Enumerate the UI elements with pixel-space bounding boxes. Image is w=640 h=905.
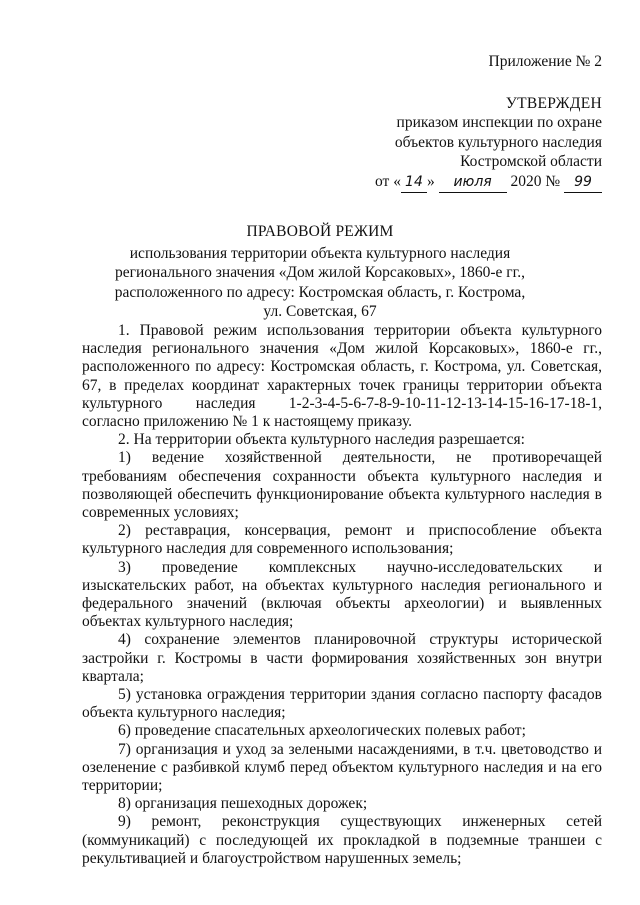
approved-label: УТВЕРЖДЕН: [505, 94, 602, 112]
title-block: [70, 222, 570, 322]
paragraph: 2. На территории объекта культурного наследия разрешается:: [118, 431, 525, 449]
paragraph: 5) установка ограждения территории здания согласно паспорту фасадов объекта культурного наследия;: [82, 686, 602, 722]
date-day: 14: [401, 173, 427, 194]
date-month: июля: [439, 173, 507, 194]
paragraph: 9) ремонт, реконструкция существующих инженерных сетей (коммуникаций) с последующей их прокладкой в подземные траншеи с рекультивацией и благоустройством нарушенных земель;: [82, 813, 602, 867]
title-line: ул. Советская, 67: [263, 303, 377, 320]
approval-block: [312, 52, 602, 193]
order-date-line: [312, 172, 602, 194]
title-line: регионального значения «Дом жилой Корсаковых», 1860-е гг.,: [115, 264, 525, 281]
document-body: [82, 322, 602, 868]
paragraph: 4) сохранение элементов планировочной структуры исторической застройки г. Костромы в части формирования хозяйственных зон внутри квартала;: [82, 631, 602, 685]
paragraph: 8) организация пешеходных дорожек;: [118, 795, 368, 813]
date-year: 2020 №: [510, 172, 561, 190]
paragraph: 7) организация и уход за зелеными насаждениями, в т.ч. цветоводство и озеленение с разбивкой клумб перед объектом культурного наследия и на его территории;: [82, 740, 602, 795]
order-number: 99: [564, 173, 602, 194]
paragraph: 6) проведение спасательных археологических полевых работ;: [118, 722, 526, 740]
paragraph: 1. Правовой режим использования территории объекта культурного наследия регионального значения «Дом жилой Корсаковых», 1860-е гг., расположенного по адресу: Костромская область, г. Кострома, ул. Советская, 67, в пределах координат характерных точек границы территории объекта культурного наследия 1-2-3-4-5-6-7-8-9-10-11-12-13-14-15-16-17-18-1, согласно приложению № 1 к настоящему приказу.: [82, 322, 602, 431]
title-line: использования территории объекта культурного наследия: [129, 244, 511, 262]
annex-label: Приложение № 2: [488, 53, 602, 70]
title-line: расположенного по адресу: Костромская область, г. Кострома,: [114, 283, 526, 301]
order-line: приказом инспекции по охране: [396, 114, 602, 131]
date-mid: »: [426, 172, 435, 190]
order-line: объектов культурного наследия: [394, 133, 602, 151]
date-prefix: от «: [375, 172, 401, 190]
paragraph: 3) проведение комплексных научно-исследовательских и изыскательских работ, на объектах культурного наследия регионального и федерального значений (включая объекты археологии) и выявленных объектах культурного наследия;: [82, 558, 602, 631]
paragraph: 1) ведение хозяйственной деятельности, не противоречащей требованиям обеспечения сохранности объекта культурного наследия и позволяющей обеспечить функционирование объекта культурного наследия в современных условиях;: [82, 449, 602, 522]
order-line: Костромской области: [460, 153, 602, 170]
paragraph: 2) реставрация, консервация, ремонт и приспособление объекта культурного наследия для современного использования;: [82, 522, 602, 558]
document-title: ПРАВОВОЙ РЕЖИМ: [246, 223, 394, 240]
